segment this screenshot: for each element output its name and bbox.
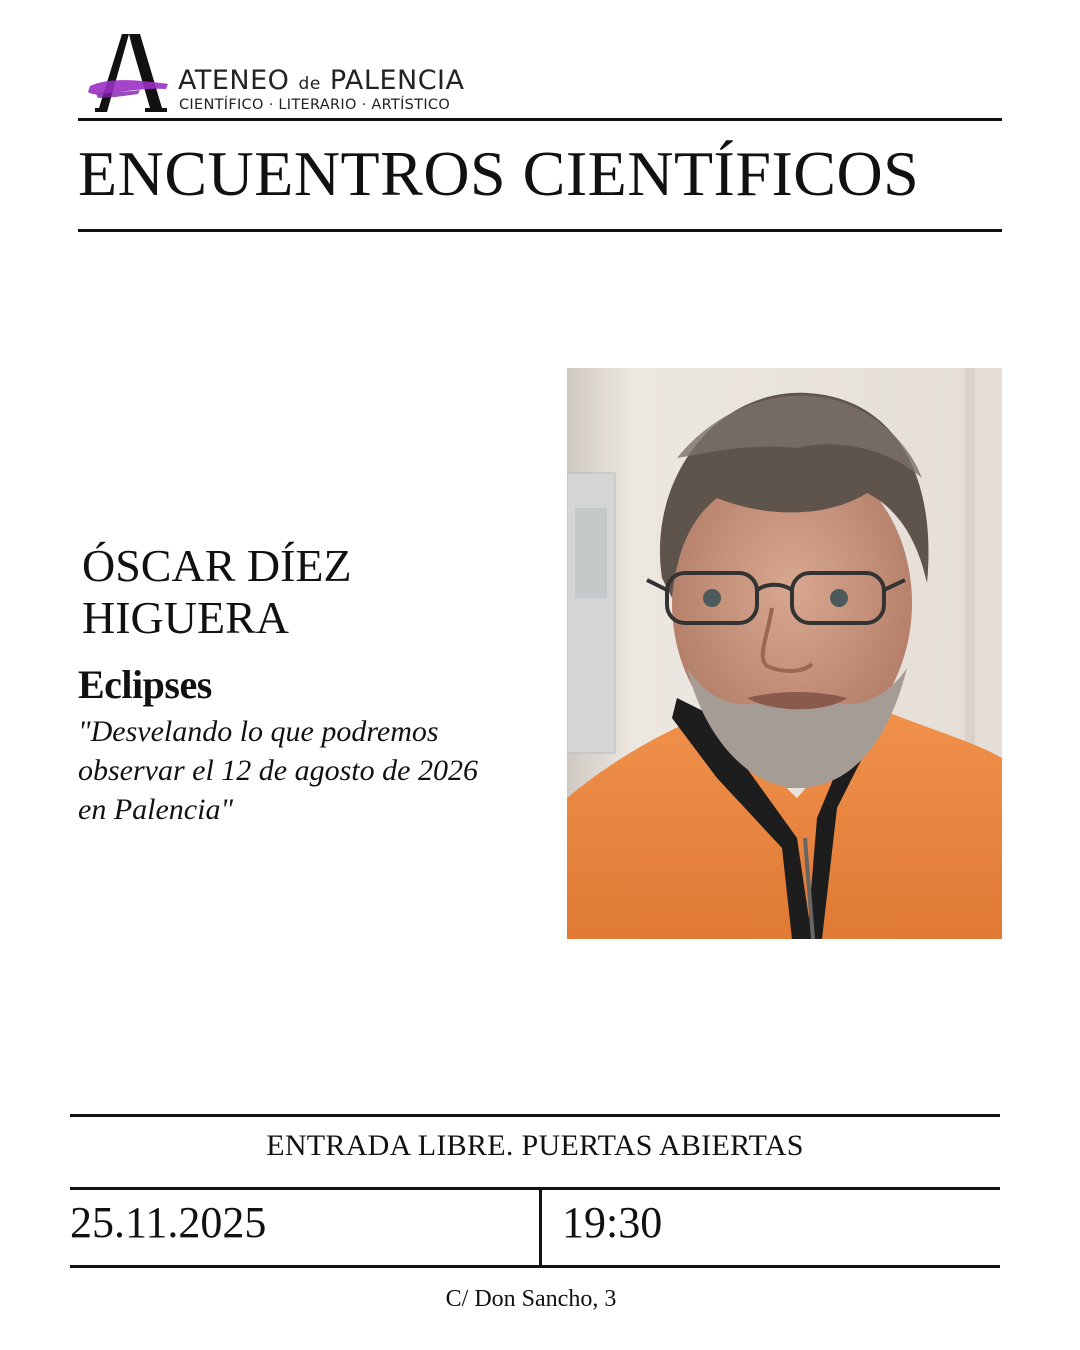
venue-address: C/ Don Sancho, 3 [445, 1286, 617, 1312]
footer-divider-bottom [70, 1265, 1000, 1268]
ateneo-logo [82, 32, 502, 116]
event-date: 25.11.2025 [70, 1198, 267, 1247]
logo-subtitle: CIENTÍFICO · LITERARIO · ARTÍSTICO [179, 97, 451, 113]
speaker-name-line2: HIGUERA [82, 592, 289, 643]
date-time-separator [539, 1189, 542, 1265]
event-time: 19:30 [562, 1198, 663, 1247]
entry-info-text: ENTRADA LIBRE. PUERTAS ABIERTAS [266, 1129, 804, 1162]
speaker-name [82, 540, 542, 644]
speaker-name-line1: ÓSCAR DÍEZ [82, 540, 352, 591]
top-divider [78, 118, 1002, 121]
series-title: ENCUENTROS CIENTÍFICOS [78, 138, 920, 209]
talk-subtitle: "Desvelando lo que podremos observar el 12 de agosto de 2026 en Palencia" [78, 715, 478, 826]
footer-divider-middle [70, 1187, 1000, 1190]
footer-divider-top [70, 1114, 1000, 1117]
letter-a-brushstroke-icon [82, 32, 172, 114]
logo-name: ATENEO de PALENCIA [178, 65, 465, 96]
talk-title: Eclipses [78, 662, 212, 707]
speaker-portrait-illustration [567, 368, 1002, 939]
title-divider [78, 229, 1002, 232]
speaker-photo [567, 368, 1002, 939]
